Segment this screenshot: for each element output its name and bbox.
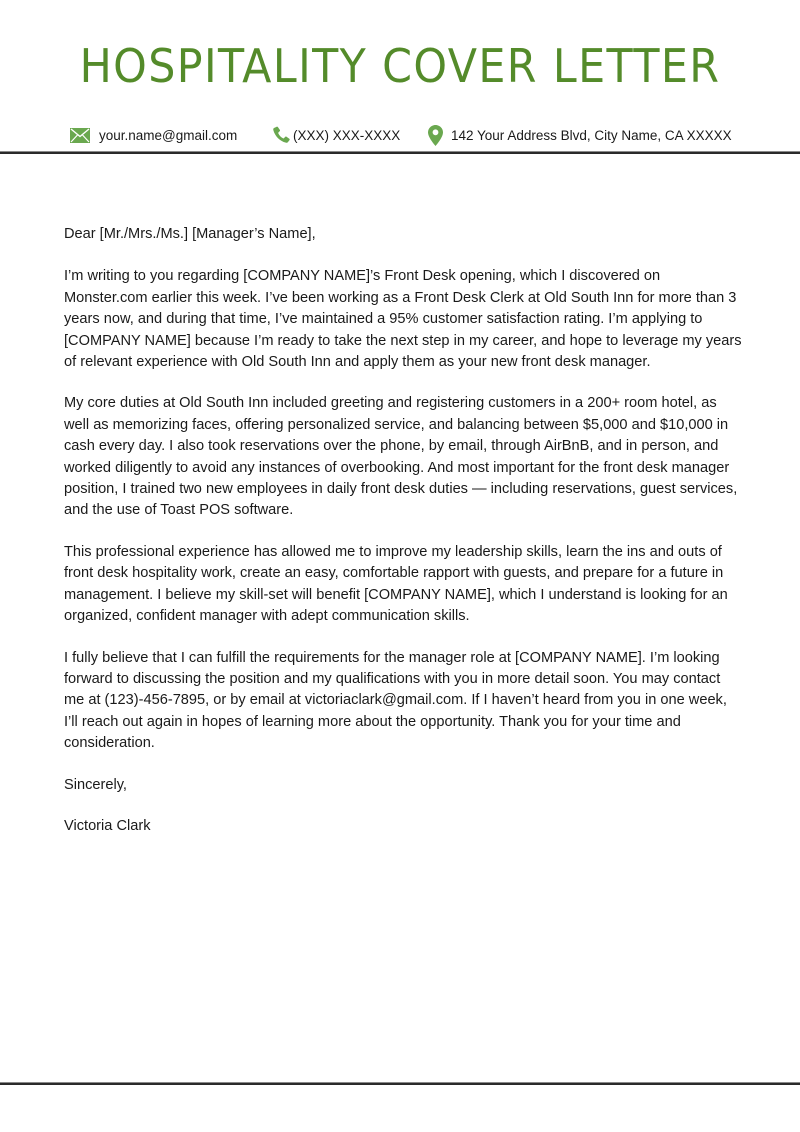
letter-body xyxy=(64,224,744,857)
contact-phone xyxy=(271,124,400,146)
phone-text: (XXX) XXX-XXXX xyxy=(293,127,401,143)
header-divider xyxy=(0,151,800,154)
paragraph-intro: I’m writing to you regarding [COMPANY NAME]’s Front Desk opening, which I discovered on Monster.com earlier this week. I’ve been working as a Front Desk Clerk at Old South Inn for more than 3 years now, and during that time, I’ve maintained a 95% customer satisfaction rating. I’m applying to [COMPANY NAME] because I’m ready to take the next step in my career, and hope to leverage my years of relevant experience with Old South Inn and apply them as your new front desk manager. xyxy=(64,268,742,371)
contact-address xyxy=(428,124,732,146)
phone-icon xyxy=(271,125,291,145)
salutation: Dear [Mr./Mrs./Ms.] [Manager’s Name], xyxy=(64,226,316,242)
map-pin-icon xyxy=(428,125,443,146)
envelope-icon xyxy=(70,128,90,143)
paragraph-experience: This professional experience has allowed me to improve my leadership skills, learn the ins and outs of front desk hospitality work, create an easy, comfortable rapport with guests, and prepare for a future in management. I believe my skill-set will benefit [COMPANY NAME], which I understand is looking for an organized, confident manager with adept communication skills. xyxy=(64,543,728,625)
contact-email xyxy=(70,124,237,146)
footer-divider xyxy=(0,1082,800,1085)
email-text: your.name@gmail.com xyxy=(99,127,238,143)
closing: Sincerely, xyxy=(64,776,127,793)
address-text: 142 Your Address Blvd, City Name, CA XXXXX xyxy=(451,127,732,143)
document-title: HOSPITALITY COVER LETTER xyxy=(79,39,721,93)
contact-bar xyxy=(0,124,800,146)
paragraph-closing: I fully believe that I can fulfill the requirements for the manager role at [COMPANY NAME]. I’m looking forward to discussing the position and my qualifications with you in more detail soon. You may contact me at (123)-456-7895, or by email at victoriaclark@gmail.com. If I haven’t heard from you in one week, I’ll reach out again in hopes of learning more about the opportunity. Thank you for your time and consideration. xyxy=(64,649,727,752)
paragraph-duties: My core duties at Old South Inn included greeting and registering customers in a 200+ room hotel, as well as memorizing faces, offering personalized service, and balancing between $5,000 and $10,000 in cash every day. I also took reservations over the phone, by email, through AirBnB, and in person, and worked diligently to avoid any instances of overbooking. And most important for the front desk manager position, I trained two new employees in daily front desk duties — including reservations, guest services, and the use of Toast POS software. xyxy=(64,395,738,519)
signature: Victoria Clark xyxy=(64,817,151,834)
